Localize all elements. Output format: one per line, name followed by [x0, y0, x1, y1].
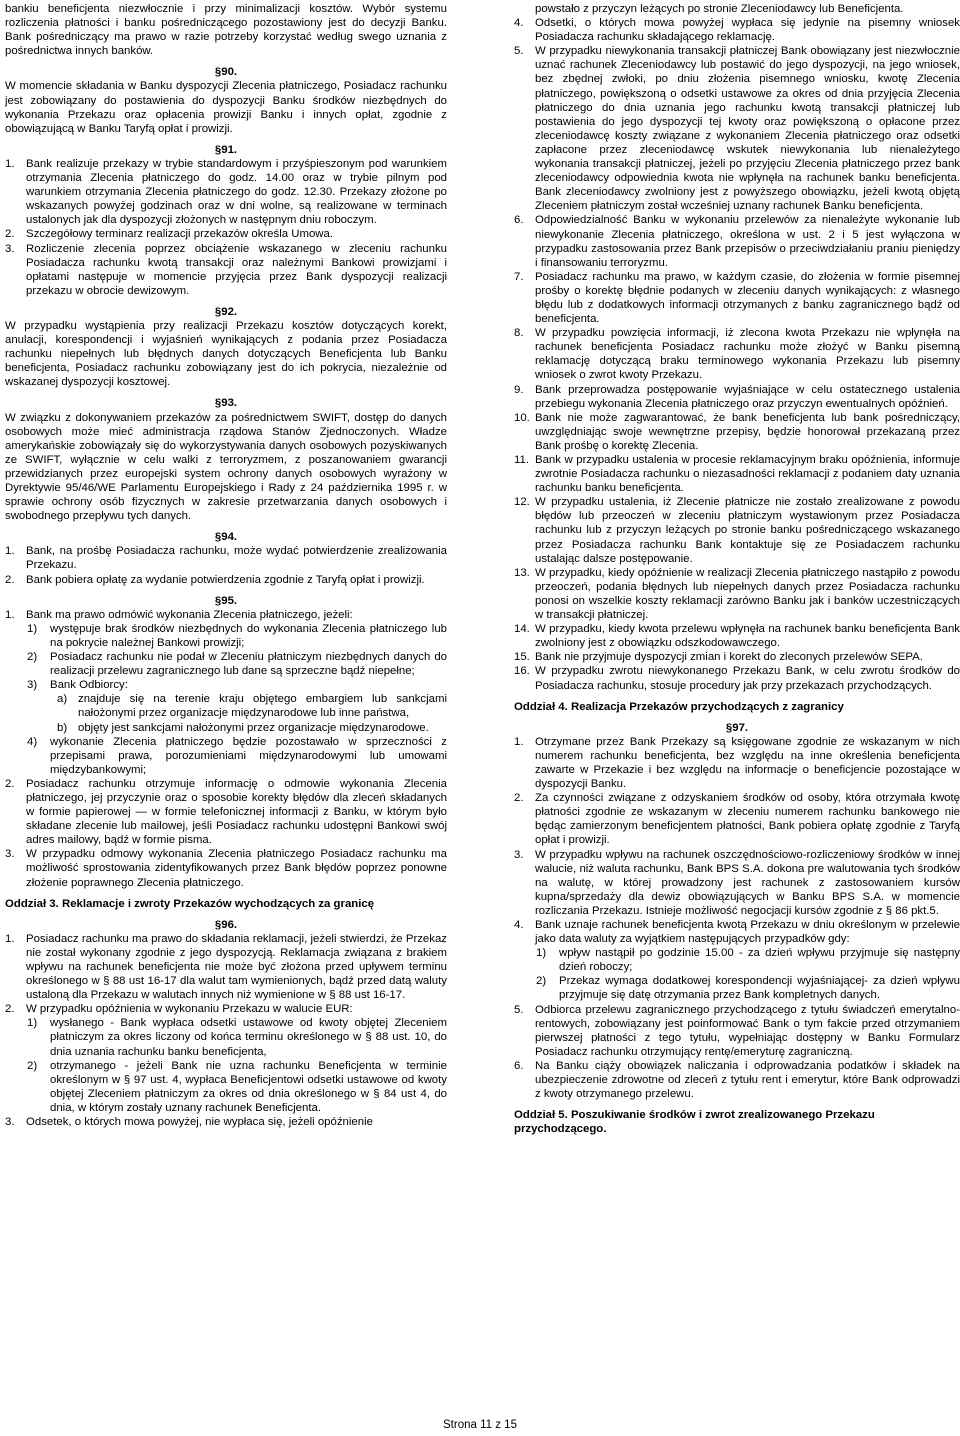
list-item: 16. W przypadku zwrotu niewykonanego Przekazu Bank, w celu zwrotu środków do Posiadacza rachunku, stosuje procedury jak przy przekazach przychodzących. [514, 665, 960, 692]
intro-paragraph: bankiu beneficjenta niezwłocznie i przy minimalizacji kosztów. Wybór systemu rozliczenia płatności i banku pośredniczącego pozostawiony jest do decyzji Banku. Bank pośredniczący ma prawo w razie potrzeby korzystać według swego uznania z pośrednictwa innych banków. [5, 3, 447, 58]
list-item: 1) występuje brak środków niezbędnych do wykonania Zlecenia płatniczego lub na pokrycie należnej Bankowi prowizji; [27, 622, 447, 649]
section-92-text: W przypadku wystąpienia przy realizacji Przekazu kosztów dotyczących korekt, anulacji, korespondencji i wyjaśnień wynikających z podania przez Posiadacza rachunku niepełnych lub błędnych danych dotyczących Beneficjenta lub Banku beneficjenta, Posiadacz rachunku zobowiązany jest do ich pokrycia, niezależnie od wskazanej dyspozycji kosztowej. [5, 319, 447, 389]
s96-item-7: Posiadacz rachunku ma prawo, w każdym czasie, do złożenia w formie pisemnej prośby o korektę błędnie podanych w zleceniu danych wynikających: z własnego błędu lub z dodatkowych informacji otrzymanych z banku zagranicznego bądź od beneficjenta. [535, 270, 960, 326]
list-item: 1. Posiadacz rachunku ma prawo do składania reklamacji, jeżeli stwierdzi, że Przekaz nie został wykonany zgodnie z jego dyspozycją. Reklamacja związana z brakiem wpływu na rachunek beneficjenta nie może być złożona przed upływem terminu określonego w § 88 ust 16-17 dla walut tam wymienionych, bądź przed datą waluty ustaloną dla Przekazu w walutach innych niż wymienione w § 88 ust 16-17. [5, 932, 447, 1002]
section-93-heading: §93. [214, 397, 238, 410]
list-item: 3. W przypadku wpływu na rachunek oszczędnościowo-rozliczeniowy środków w innej walucie, niż waluta rachunku, Bank BPS S.A. dokona pre walutowania tych środków na walutę, w której prowadzony jest rachunek z zastosowaniem kursów kupna/sprzedaży dla dewiz obowiązujących w Banku BPS S.A. w momencie rozliczania Przekazu. Istnieje możliwość negocjacji kursów zgodnie z § 86 pkt.5. [514, 848, 960, 917]
s97-item-6: Na Banku ciąży obowiązek naliczania i odprowadzania podatków i składek na ubezpieczenie zdrowotne od zleceń z tytułu rent i emerytur, które Bank odprowadzi z kwoty otrzymanego przelewu. [535, 1059, 960, 1101]
s97-item-4: Bank uznaje rachunek beneficjenta kwotą Przekazu w dniu określonym w przelewie jako data waluty za wyjątkiem następujących przypadków gdy: [535, 919, 960, 946]
s97-item-4-1: wpływ nastąpił po godzinie 15.00 - za dzień wpływu przyjmuje się następny dzień roboczy; [559, 947, 960, 974]
s97-item-1: Otrzymane przez Bank Przekazy są księgowane zgodnie ze wskazanym w nich numerem rachunku beneficjenta, bez względu na inne określenia beneficjenta zawarte w Przekazie i bez względu na informacje o beneficjencie pozostające w dyspozycji Banku. [535, 735, 960, 791]
list-item: 14. W przypadku, kiedy kwota przelewu wpłynęła na rachunek banku beneficjenta Bank zwolniony jest z obowiązku odszkodowawczego. [514, 623, 960, 650]
section-92-heading: §92. [214, 305, 238, 318]
s97-item-2: Za czynności związane z odzyskaniem środków od osoby, która otrzymała kwotę płatności zgodnie ze wskazanym w zleceniu numerem rachunku bankowego nie będąc zamierzonym beneficjentem płatności, Bank pobiera opłatę zgodnie z Taryfą opłat i prowizji. [535, 792, 960, 847]
s95-item-2: Posiadacz rachunku otrzymuje informację o odmowie wykonania Zlecenia płatniczego, jej przyczynie oraz o sposobie korekty błędów dla zleceń składanych w formie papierowej — w formie telefonicznej informacji z Banku, w którym było składane zlecenie lub mailowej, jeśli Posiadacz rachunku udostępni Bankowi swój adres mailowy, bądź w formie pisma. [26, 777, 447, 847]
list-item: 6. Na Banku ciąży obowiązek naliczania i odprowadzania podatków i składek na ubezpieczenie zdrowotne od zleceń z tytułu rent i emerytur, które Bank odprowadzi z kwoty otrzymanego przelewu. [514, 1059, 960, 1101]
list-item: 5. Odbiorca przelewu zagranicznego przychodzącego z tytułu świadczeń emerytalno-rentowych, zobowiązany jest poinformować Bank o tym fakcie przed otrzymaniem pierwszej płatności z tego tytułu, wypełniając dostępny w Banku Formularz Posiadacz rachunku otrzymujący rentę/emeryturę zagraniczną. [514, 1003, 960, 1058]
s95-item-1-1: występuje brak środków niezbędnych do wykonania Zlecenia płatniczego lub na pokrycie należnej Bankowi prowizji; [50, 622, 447, 649]
page-footer: Strona 11 z 15 [443, 1419, 517, 1431]
list-item: 2) otrzymanego - jeżeli Bank nie uzna rachunku Beneficjenta w terminie określonym w § 97 ust. 4, wypłaca Beneficjentowi odsetki ustawowe od kwoty objętej Zleceniem płatniczym za okres od dnia określonego w § 84 ust 4, do dnia, w którym zostały uznany rachunek Beneficjenta. [27, 1059, 447, 1114]
s96-item-5: W przypadku niewykonania transakcji płatniczej Bank obowiązany jest niezwłocznie uznać rachunek Zleceniodawcy lub postawić do jego dyspozycji, na jego wniosek, bez zbędnej zwłoki, po dniu złożenia pisemnego wniosku, kwotę Zlecenia płatniczego, powiększoną o odsetki ustawowe za okres od dnia przyjęcia Zlecenia płatniczego do dnia uznania jego rachunku kwotą transakcji płatniczej lub postawienia do jego dyspozycji tej kwoty oraz powiększoną o opłacone przez zleceniodawcę koszty związane z wykonaniem Zlecenia płatniczego oraz odsetki zapłacone przez zleceniodawcę wskutek niewykonania lub nienależytego wykonania transakcji płatniczej, jeżeli po przyjęciu Zlecenia płatniczego przez bank zleceniodawcy odpowiednia kwota nie wpłynęła na rachunek banku beneficjenta. Bank zleceniodawcy zwolniony jest z powyższego obowiązku, jeżeli kwotą objętą Zleceniem płatniczym został wcześniej uznany rachunek Banku beneficjenta. [535, 45, 960, 213]
list-item: 2. Za czynności związane z odzyskaniem środków od osoby, która otrzymała kwotę płatności zgodnie ze wskazanym w zleceniu numerem rachunku bankowego nie będąc zamierzonym beneficjentem płatności, Bank pobiera opłatę zgodnie z Taryfą opłat i prowizji. [514, 792, 960, 847]
section-94-heading: §94. [214, 531, 238, 544]
s97-item-5: Odbiorca przelewu zagranicznego przychodzącego z tytułu świadczeń emerytalno-rentowych, zobowiązany jest poinformować Bank o tym fakcie przed otrzymaniem pierwszej płatności z tego tytułu, wypełniając dostępny w Banku Formularz Posiadacz rachunku otrzymujący rentę/emeryturę zagraniczną. [535, 1003, 960, 1058]
list-item: 1. Bank ma prawo odmówić wykonania Zlecenia płatniczego, jeżeli: [5, 608, 353, 621]
list-item: 8. W przypadku powzięcia informacji, iż zlecona kwota Przekazu nie wpłynęła na rachunek beneficjenta Posiadacz rachunku może złożyć w Banku pisemną reklamację dotyczącą braku terminowego wykonania Przekazu lub pisemny wniosek o zwrot kwoty Przekazu. [514, 327, 960, 382]
list-item: 5. W przypadku niewykonania transakcji płatniczej Bank obowiązany jest niezwłocznie uznać rachunek Zleceniodawcy lub postawić do jego dyspozycji, na jego wniosek, bez zbędnej zwłoki, po dniu złożenia pisemnego wniosku, kwotę Zlecenia płatniczego, powiększoną o odsetki ustawowe za okres od dnia przyjęcia Zlecenia płatniczego do dnia uznania jego rachunku kwotą transakcji płatniczej lub postawienia do jego dyspozycji tej kwoty oraz powiększoną o opłacone przez zleceniodawcę koszty związane z wykonaniem Zlecenia płatniczego oraz odsetki zapłacone przez zleceniodawcę wskutek niewykonania lub nienależytego wykonania transakcji płatniczej, jeżeli po przyjęciu Zlecenia płatniczego przez bank zleceniodawcy odpowiednia kwota nie wpłynęła na rachunek banku beneficjenta. Bank zleceniodawcy zwolniony jest z powyższego obowiązku, jeżeli kwotą objętą Zleceniem płatniczym został wcześniej uznany rachunek Banku beneficjenta. [514, 45, 960, 213]
section-95-heading: §95. [214, 594, 238, 607]
s96-item-2-1: wysłanego - Bank wypłaca odsetki ustawowe od kwoty objętej Zleceniem płatniczym za okres liczony od końca terminu określonego w § 88 ust. 10, do dnia uznania rachunku banku beneficjenta, [50, 1017, 447, 1058]
s94-item-2: Bank pobiera opłatę za wydanie potwierdzenia zgodnie z Taryfą opłat i prowizji. [26, 573, 425, 586]
list-item: 2) Posiadacz rachunku nie podał w Zleceniu płatniczym niezbędnych danych do realizacji przelewu zagranicznego lub dane są sprzeczne bądź niepełne; [27, 651, 447, 678]
list-item: 9. Bank przeprowadza postępowanie wyjaśniające w celu ostatecznego ustalenia przebiegu wykonania Zlecenia płatniczego oraz przyczyn ewentualnych opóźnień. [514, 383, 960, 410]
s91-item-2: Szczegółowy terminarz realizacji przekazów określa Umowa. [26, 228, 334, 241]
division-3-heading: Oddział 3. Reklamacje i zwroty Przekazów wychodzących za granicę [5, 897, 375, 910]
division-5-heading: Oddział 5. Poszukiwanie środków i zwrot zrealizowanego Przekazu przychodzącego. [514, 1109, 875, 1136]
s96-item-16: W przypadku zwrotu niewykonanego Przekazu Bank, w celu zwrotu środków do Posiadacza rachunku, stosuje procedury jak przy przekazach przychodzących. [535, 665, 960, 692]
list-item: 4. Odsetki, o których mowa powyżej wypłaca się jedynie na pisemny wniosek Posiadacza rachunku składającego reklamację. [514, 17, 960, 44]
s96-item-14: W przypadku, kiedy kwota przelewu wpłynęła na rachunek banku beneficjenta Bank zwolniony jest z obowiązku odszkodowawczego. [535, 623, 960, 650]
list-item: 4) wykonanie Zlecenia płatniczego będzie pozostawało w sprzeczności z przepisami prawa, porozumieniami międzynarodowymi lub umowami międzybankowymi; [27, 735, 447, 776]
s96-item-9: Bank przeprowadza postępowanie wyjaśniające w celu ostatecznego ustalenia przebiegu wykonania Zlecenia płatniczego oraz przyczyn ewentualnych opóźnień. [535, 383, 960, 410]
section-93-text: W związku z dokonywaniem przekazów za pośrednictwem SWIFT, dostęp do danych osobowych może mieć administracja rządowa Stanów Zjednoczonych. Władze amerykańskie zobowiązały się do wykorzystywania danych osobowych pozyskiwanych ze SWIFT, wyłącznie w celu walki z terroryzmem, z poszanowaniem gwarancji przewidzianych przez europejski system ochrony danych osobowych wyrażony w Dyrektywie 95/46/WE Parlamentu Europejskiego i Rady z 24 października 1995 r. w sprawie ochrony osób fizycznych w zakresie przetwarzania danych osobowych i swobodnego przepływu tych danych. [5, 411, 447, 523]
list-item: a) znajduje się na terenie kraju objętego embargiem lub sankcjami nałożonymi przez organizacje międzynarodowe lub inne państwa, [57, 693, 447, 720]
list-item: 3. Odsetek, o których mowa powyżej, nie wypłaca się, jeżeli opóźnienie [5, 1116, 373, 1129]
s96-item-8: W przypadku powzięcia informacji, iż zlecona kwota Przekazu nie wpłynęła na rachunek beneficjenta Posiadacz rachunku może złożyć w Banku pisemną reklamację dotyczącą braku terminowego wykonania Przekazu lub pisemny wniosek o zwrot kwoty Przekazu. [535, 327, 960, 382]
s96-item-2-2: otrzymanego - jeżeli Bank nie uzna rachunku Beneficjenta w terminie określonym w § 97 ust. 4, wypłaca Beneficjentowi odsetki ustawowe od kwoty objętej Zleceniem płatniczym za okres od dnia określonego w § 84 ust 4, do dnia, w którym zostały uznany rachunek Beneficjenta. [50, 1059, 447, 1114]
list-item: 7. Posiadacz rachunku ma prawo, w każdym czasie, do złożenia w formie pisemnej prośby o korektę błędnie podanych w zleceniu danych wynikających: z własnego błędu lub z dodatkowych informacji otrzymanych z banku zagranicznego bądź od beneficjenta. [514, 270, 960, 326]
list-item: 1) wpływ nastąpił po godzinie 15.00 - za dzień wpływu przyjmuje się następny dzień roboczy; [536, 947, 960, 974]
s95-item-1-3: Bank Odbiorcy: [50, 679, 128, 692]
s97-item-3: W przypadku wpływu na rachunek oszczędnościowo-rozliczeniowy środków w innej walucie, niż waluta rachunku, Bank BPS S.A. dokona pre walutowania tych środków na walutę, w której prowadzony jest rachunek z zastosowaniem kursów kupna/sprzedaży dla dewiz obowiązujących w Banku BPS S.A. w momencie rozliczania Przekazu. Istnieje możliwość negocjacji kursów zgodnie z § 86 pkt.5. [535, 848, 960, 917]
list-item: 13. W przypadku, kiedy opóźnienie w realizacji Zlecenia płatniczego nastąpiło z powodu przeoczeń, podania błędnych lub niepełnych danych przez Posiadacza rachunku ponosi on wszelkie koszty reklamacji zarówno Banku jak i banków uczestniczących w transakcji płatniczej. [514, 566, 960, 622]
s91-item-3: Rozliczenie zlecenia poprzez obciążenie wskazanego w zleceniu rachunku Posiadacza rachunku kwotą transakcji oraz należnymi Bankowi prowizjami i opłatami następuje w momencie przyjęcia przez Bank dyspozycji realizacji przekazu w obrocie dewizowym. [26, 242, 447, 297]
list-item: 12. W przypadku ustalenia, iż Zlecenie płatnicze nie zostało zrealizowane z powodu błędów lub przeoczeń w zleceniu płatniczym wystawionym przez Posiadacza rachunku lub z przyczyn leżących po stronie banku pośredniczącego wskazanego przez Posiadacza rachunku Bank kontaktuje się ze Posiadaczem rachunku ustalając dalsze postępowanie. [514, 496, 960, 565]
s96-item-3: Odsetek, o których mowa powyżej, nie wypłaca się, jeżeli opóźnienie [26, 1116, 373, 1129]
s95-item-1-3a: znajduje się na terenie kraju objętego embargiem lub sankcjami nałożonymi przez organizacje międzynarodowe lub inne państwa, [78, 693, 447, 720]
s95-item-1: Bank ma prawo odmówić wykonania Zlecenia płatniczego, jeżeli: [26, 608, 353, 621]
list-item: 2. Szczegółowy terminarz realizacji przekazów określa Umowa. [5, 228, 334, 241]
s96-item-15: Bank nie przyjmuje dyspozycji zmian i korekt do zleconych przelewów SEPA. [535, 651, 923, 664]
list-item: 6. Odpowiedzialność Banku w wykonaniu przelewów za nienależyte wykonanie lub niewykonanie Zlecenia płatniczego, określona w ust. 2 i 5 jest wyłączona w przypadku zastosowania przez Bank przepisów o przeciwdziałaniu praniu pieniędzy i finansowaniu terroryzmu. [514, 214, 960, 269]
list-item: 2. Bank pobiera opłatę za wydanie potwierdzenia zgodnie z Taryfą opłat i prowizji. [5, 573, 425, 586]
list-item: 1) wysłanego - Bank wypłaca odsetki ustawowe od kwoty objętej Zleceniem płatniczym za okres liczony od końca terminu określonego w § 88 ust. 10, do dnia uznania rachunku banku beneficjenta, [27, 1017, 447, 1058]
list-item: 10. Bank nie może zagwarantować, że bank beneficjenta lub bank pośredniczący, uwzględniając swoje wewnętrzne przepisy, będzie honorował przekazaną przez Bank prośbę o korektę Zlecenia. [514, 411, 960, 452]
section-90-text: W momencie składania w Banku dyspozycji Zlecenia płatniczego, Posiadacz rachunku jest zobowiązany do postawienia do dyspozycji Banku środków niezbędnych do wykonania Przekazu oraz opłacenia prowizji Banku i innych opłat, zgodnie z obowiązującą w Banku Taryfą opłat i prowizji. [5, 80, 447, 135]
s96-item-13: W przypadku, kiedy opóźnienie w realizacji Zlecenia płatniczego nastąpiło z powodu przeoczeń, podania błędnych lub niepełnych danych przez Posiadacza rachunku ponosi on wszelkie koszty reklamacji zarówno Banku jak i banków uczestniczących w transakcji płatniczej. [535, 566, 960, 622]
right-column [514, 2, 960, 1136]
list-item: 2) Przekaz wymaga dodatkowej korespondencji wyjaśniającej- za dzień wpływu przyjmuje się datę otrzymania przez Bank kompletnych danych. [536, 975, 960, 1002]
s95-item-3: W przypadku odmowy wykonania Zlecenia płatniczego Posiadacz rachunku ma możliwość sprostowania zidentyfikowanych przez Bank błędów poprzez ponowne złożenie poprawnego Zlecenia płatniczego. [26, 848, 447, 889]
list-item: 3) Bank Odbiorcy: [27, 679, 128, 692]
s95-item-1-3b: objęty jest sankcjami nałożonymi przez organizacje międzynarodowe. [78, 721, 429, 734]
s96-item-2: W przypadku opóźnienia w wykonaniu Przekazu w walucie EUR: [26, 1003, 353, 1016]
section-96-heading: §96. [214, 918, 238, 931]
list-item: 15. Bank nie przyjmuje dyspozycji zmian i korekt do zleconych przelewów SEPA. [514, 651, 923, 664]
s91-item-1: Bank realizuje przekazy w trybie standardowym i przyśpieszonym pod warunkiem otrzymania Zlecenia płatniczego do godz. 14.00 oraz w trybie pilnym pod warunkiem otrzymania Zlecenia płatniczego do godz. 12.30. Przekazy złożone po wskazanych powyżej godzinach oraz w dni wolne, są realizowane w terminach ustalonych jak dla dyspozycji złożonych w następnym dniu roboczym. [26, 157, 447, 227]
s96-item-10: Bank nie może zagwarantować, że bank beneficjenta lub bank pośredniczący, uwzględniając swoje wewnętrzne przepisy, będzie honorował przekazaną przez Bank prośbę o korektę Zlecenia. [535, 411, 960, 452]
s95-item-1-2: Posiadacz rachunku nie podał w Zleceniu płatniczym niezbędnych danych do realizacji przelewu zagranicznego lub dane są sprzeczne bądź niepełne; [50, 651, 447, 678]
division-4-heading: Oddział 4. Realizacja Przekazów przychodzących z zagranicy [514, 700, 844, 713]
s96-item-4: Odsetki, o których mowa powyżej wypłaca się jedynie na pisemny wniosek Posiadacza rachunku składającego reklamację. [535, 17, 960, 44]
list-item: 1. Bank realizuje przekazy w trybie standardowym i przyśpieszonym pod warunkiem otrzymania Zlecenia płatniczego do godz. 14.00 oraz w trybie pilnym pod warunkiem otrzymania Zlecenia płatniczego do godz. 12.30. Przekazy złożone po wskazanych powyżej godzinach oraz w dni wolne, są realizowane w terminach ustalonych jak dla dyspozycji złożonych w następnym dniu roboczym. [5, 157, 447, 227]
s96-item-6: Odpowiedzialność Banku w wykonaniu przelewów za nienależyte wykonanie lub niewykonanie Zlecenia płatniczego, określona w ust. 2 i 5 jest wyłączona w przypadku zastosowania przez Bank przepisów o przeciwdziałaniu praniu pieniędzy i finansowaniu terroryzmu. [535, 214, 960, 269]
s96-item-12: W przypadku ustalenia, iż Zlecenie płatnicze nie zostało zrealizowane z powodu błędów lub przeoczeń w zleceniu płatniczym wystawionym przez Posiadacza rachunku lub z przyczyn leżących po stronie banku pośredniczącego wskazanego przez Posiadacza rachunku Bank kontaktuje się ze Posiadaczem rachunku ustalając dalsze postępowanie. [535, 496, 960, 565]
list-item: 3. W przypadku odmowy wykonania Zlecenia płatniczego Posiadacz rachunku ma możliwość sprostowania zidentyfikowanych przez Bank błędów poprzez ponowne złożenie poprawnego Zlecenia płatniczego. [5, 848, 447, 889]
list-item: 1. Otrzymane przez Bank Przekazy są księgowane zgodnie ze wskazanym w nich numerem rachunku beneficjenta, bez względu na inne określenia beneficjenta zawarte w Przekazie i bez względu na informacje o beneficjencie pozostające w dyspozycji Banku. [514, 735, 960, 791]
section-90-heading: §90. [214, 66, 238, 79]
list-item: 1. Bank, na prośbę Posiadacza rachunku, może wydać potwierdzenie zrealizowania Przekazu. [5, 545, 447, 572]
section-91-heading: §91. [214, 143, 238, 156]
list-item: b) objęty jest sankcjami nałożonymi przez organizacje międzynarodowe. [57, 721, 429, 734]
s97-item-4-2: Przekaz wymaga dodatkowej korespondencji wyjaśniającej- za dzień wpływu przyjmuje się datę otrzymania przez Bank kompletnych danych. [559, 975, 960, 1002]
left-column [5, 2, 447, 1129]
s96-item-11: Bank w przypadku ustalenia w procesie reklamacyjnym braku opóźnienia, informuje zwrotnie Posiadacza rachunku o niezasadności reklamacji z podaniem daty uznania rachunku banku beneficjenta. [535, 454, 960, 495]
s96-item-1: Posiadacz rachunku ma prawo do składania reklamacji, jeżeli stwierdzi, że Przekaz nie został wykonany zgodnie z jego dyspozycją. Reklamacja związana z brakiem wpływu na rachunek beneficjenta nie może być złożona przed upływem terminu określonego w § 88 ust 16-17 dla walut tam wymienionych, bądź przed datą waluty ustaloną dla Przekazu w walutach innych niż wymienione w § 88 ust 16-17. [26, 932, 447, 1002]
section-97-heading: §97. [725, 721, 749, 734]
list-item: 4. Bank uznaje rachunek beneficjenta kwotą Przekazu w dniu określonym w przelewie jako data waluty za wyjątkiem następujących przypadków gdy: [514, 919, 960, 946]
list-item: 2. W przypadku opóźnienia w wykonaniu Przekazu w walucie EUR: [5, 1003, 353, 1016]
s96-item-3-cont: powstało z przyczyn leżących po stronie Zleceniodawcy lub Beneficjenta. [535, 3, 904, 15]
s94-item-1: Bank, na prośbę Posiadacza rachunku, może wydać potwierdzenie zrealizowania Przekazu. [26, 545, 447, 572]
list-item: 2. Posiadacz rachunku otrzymuje informację o odmowie wykonania Zlecenia płatniczego, jej przyczynie oraz o sposobie korekty błędów dla zleceń składanych w formie papierowej — w formie telefonicznej informacji z Banku, w którym było składane zlecenie lub mailowej, jeśli Posiadacz rachunku udostępni Bankowi swój adres mailowy, bądź w formie pisma. [5, 777, 447, 847]
list-item [514, 2, 960, 16]
list-item: 11. Bank w przypadku ustalenia w procesie reklamacyjnym braku opóźnienia, informuje zwrotnie Posiadacza rachunku o niezasadności reklamacji z podaniem daty uznania rachunku banku beneficjenta. [514, 454, 960, 495]
s95-item-1-4: wykonanie Zlecenia płatniczego będzie pozostawało w sprzeczności z przepisami prawa, porozumieniami międzynarodowymi lub umowami międzybankowymi; [50, 735, 447, 776]
list-item: 3. Rozliczenie zlecenia poprzez obciążenie wskazanego w zleceniu rachunku Posiadacza rachunku kwotą transakcji oraz należnymi Bankowi prowizjami i opłatami następuje w momencie przyjęcia przez Bank dyspozycji realizacji przekazu w obrocie dewizowym. [5, 242, 447, 297]
